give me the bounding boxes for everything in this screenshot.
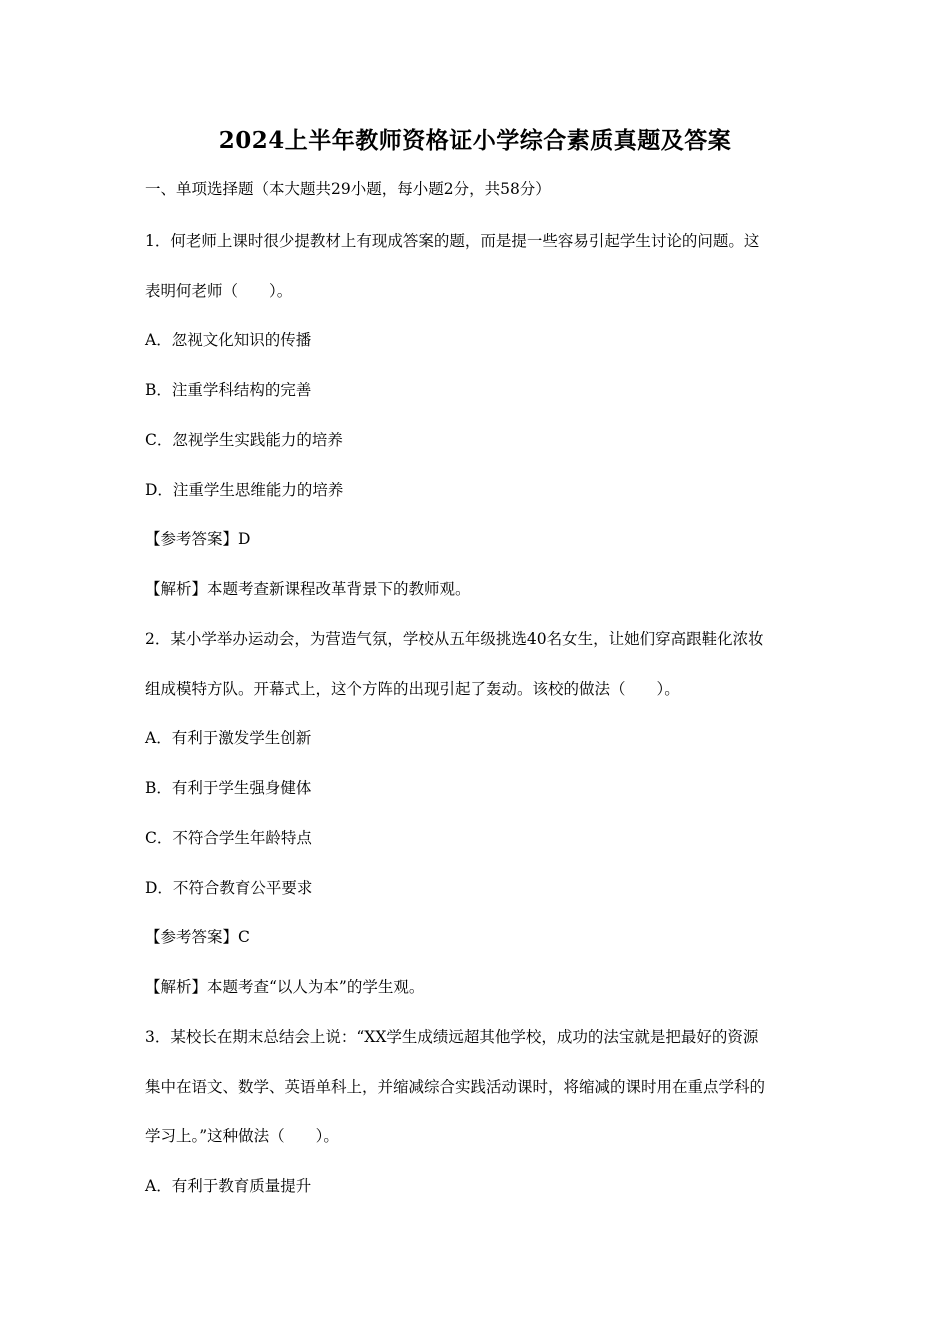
question-2-analysis: 【解析】本题考查“以人为本”的学生观。	[145, 978, 425, 996]
question-3-stem-line-1: 3．某校长在期末总结会上说：“XX学生成绩远超其他学校，成功的法宝就是把最好的资源	[145, 1028, 759, 1046]
question-2-stem-line-2: 组成模特方队。开幕式上，这个方阵的出现引起了轰动。该校的做法（ ）。	[145, 680, 680, 698]
question-1-option-d: D．注重学生思维能力的培养	[145, 481, 344, 499]
question-2-option-b: B．有利于学生强身健体	[145, 779, 312, 797]
question-2-answer: 【参考答案】C	[145, 928, 250, 946]
question-2-option-d: D．不符合教育公平要求	[145, 879, 313, 897]
question-1-option-c: C．忽视学生实践能力的培养	[145, 431, 343, 449]
question-1-option-a: A．忽视文化知识的传播	[145, 331, 312, 349]
question-2-option-a: A．有利于激发学生创新	[145, 729, 312, 747]
question-1-analysis: 【解析】本题考查新课程改革背景下的教师观。	[145, 580, 471, 598]
document-title: 2024上半年教师资格证小学综合素质真题及答案	[218, 127, 732, 154]
question-1-option-b: B．注重学科结构的完善	[145, 381, 312, 399]
question-3-option-a: A．有利于教育质量提升	[145, 1177, 312, 1195]
question-3-stem-line-2: 集中在语文、数学、英语单科上，并缩减综合实践活动课时，将缩减的课时用在重点学科的	[145, 1078, 766, 1096]
question-1-stem-line-2: 表明何老师（ ）。	[145, 282, 293, 300]
question-3-stem-line-3: 学习上。”这种做法（ ）。	[145, 1127, 339, 1145]
section-heading: 一、单项选择题（本大题共29小题，每小题2分，共58分）	[145, 180, 551, 198]
question-1-answer: 【参考答案】D	[145, 530, 251, 548]
question-1-stem-line-1: 1．何老师上课时很少提教材上有现成答案的题，而是提一些容易引起学生讨论的问题。这	[145, 232, 760, 250]
question-2-stem-line-1: 2．某小学举办运动会，为营造气氛，学校从五年级挑选40名女生，让她们穿高跟鞋化浓妆	[145, 630, 764, 648]
question-2-option-c: C．不符合学生年龄特点	[145, 829, 312, 847]
